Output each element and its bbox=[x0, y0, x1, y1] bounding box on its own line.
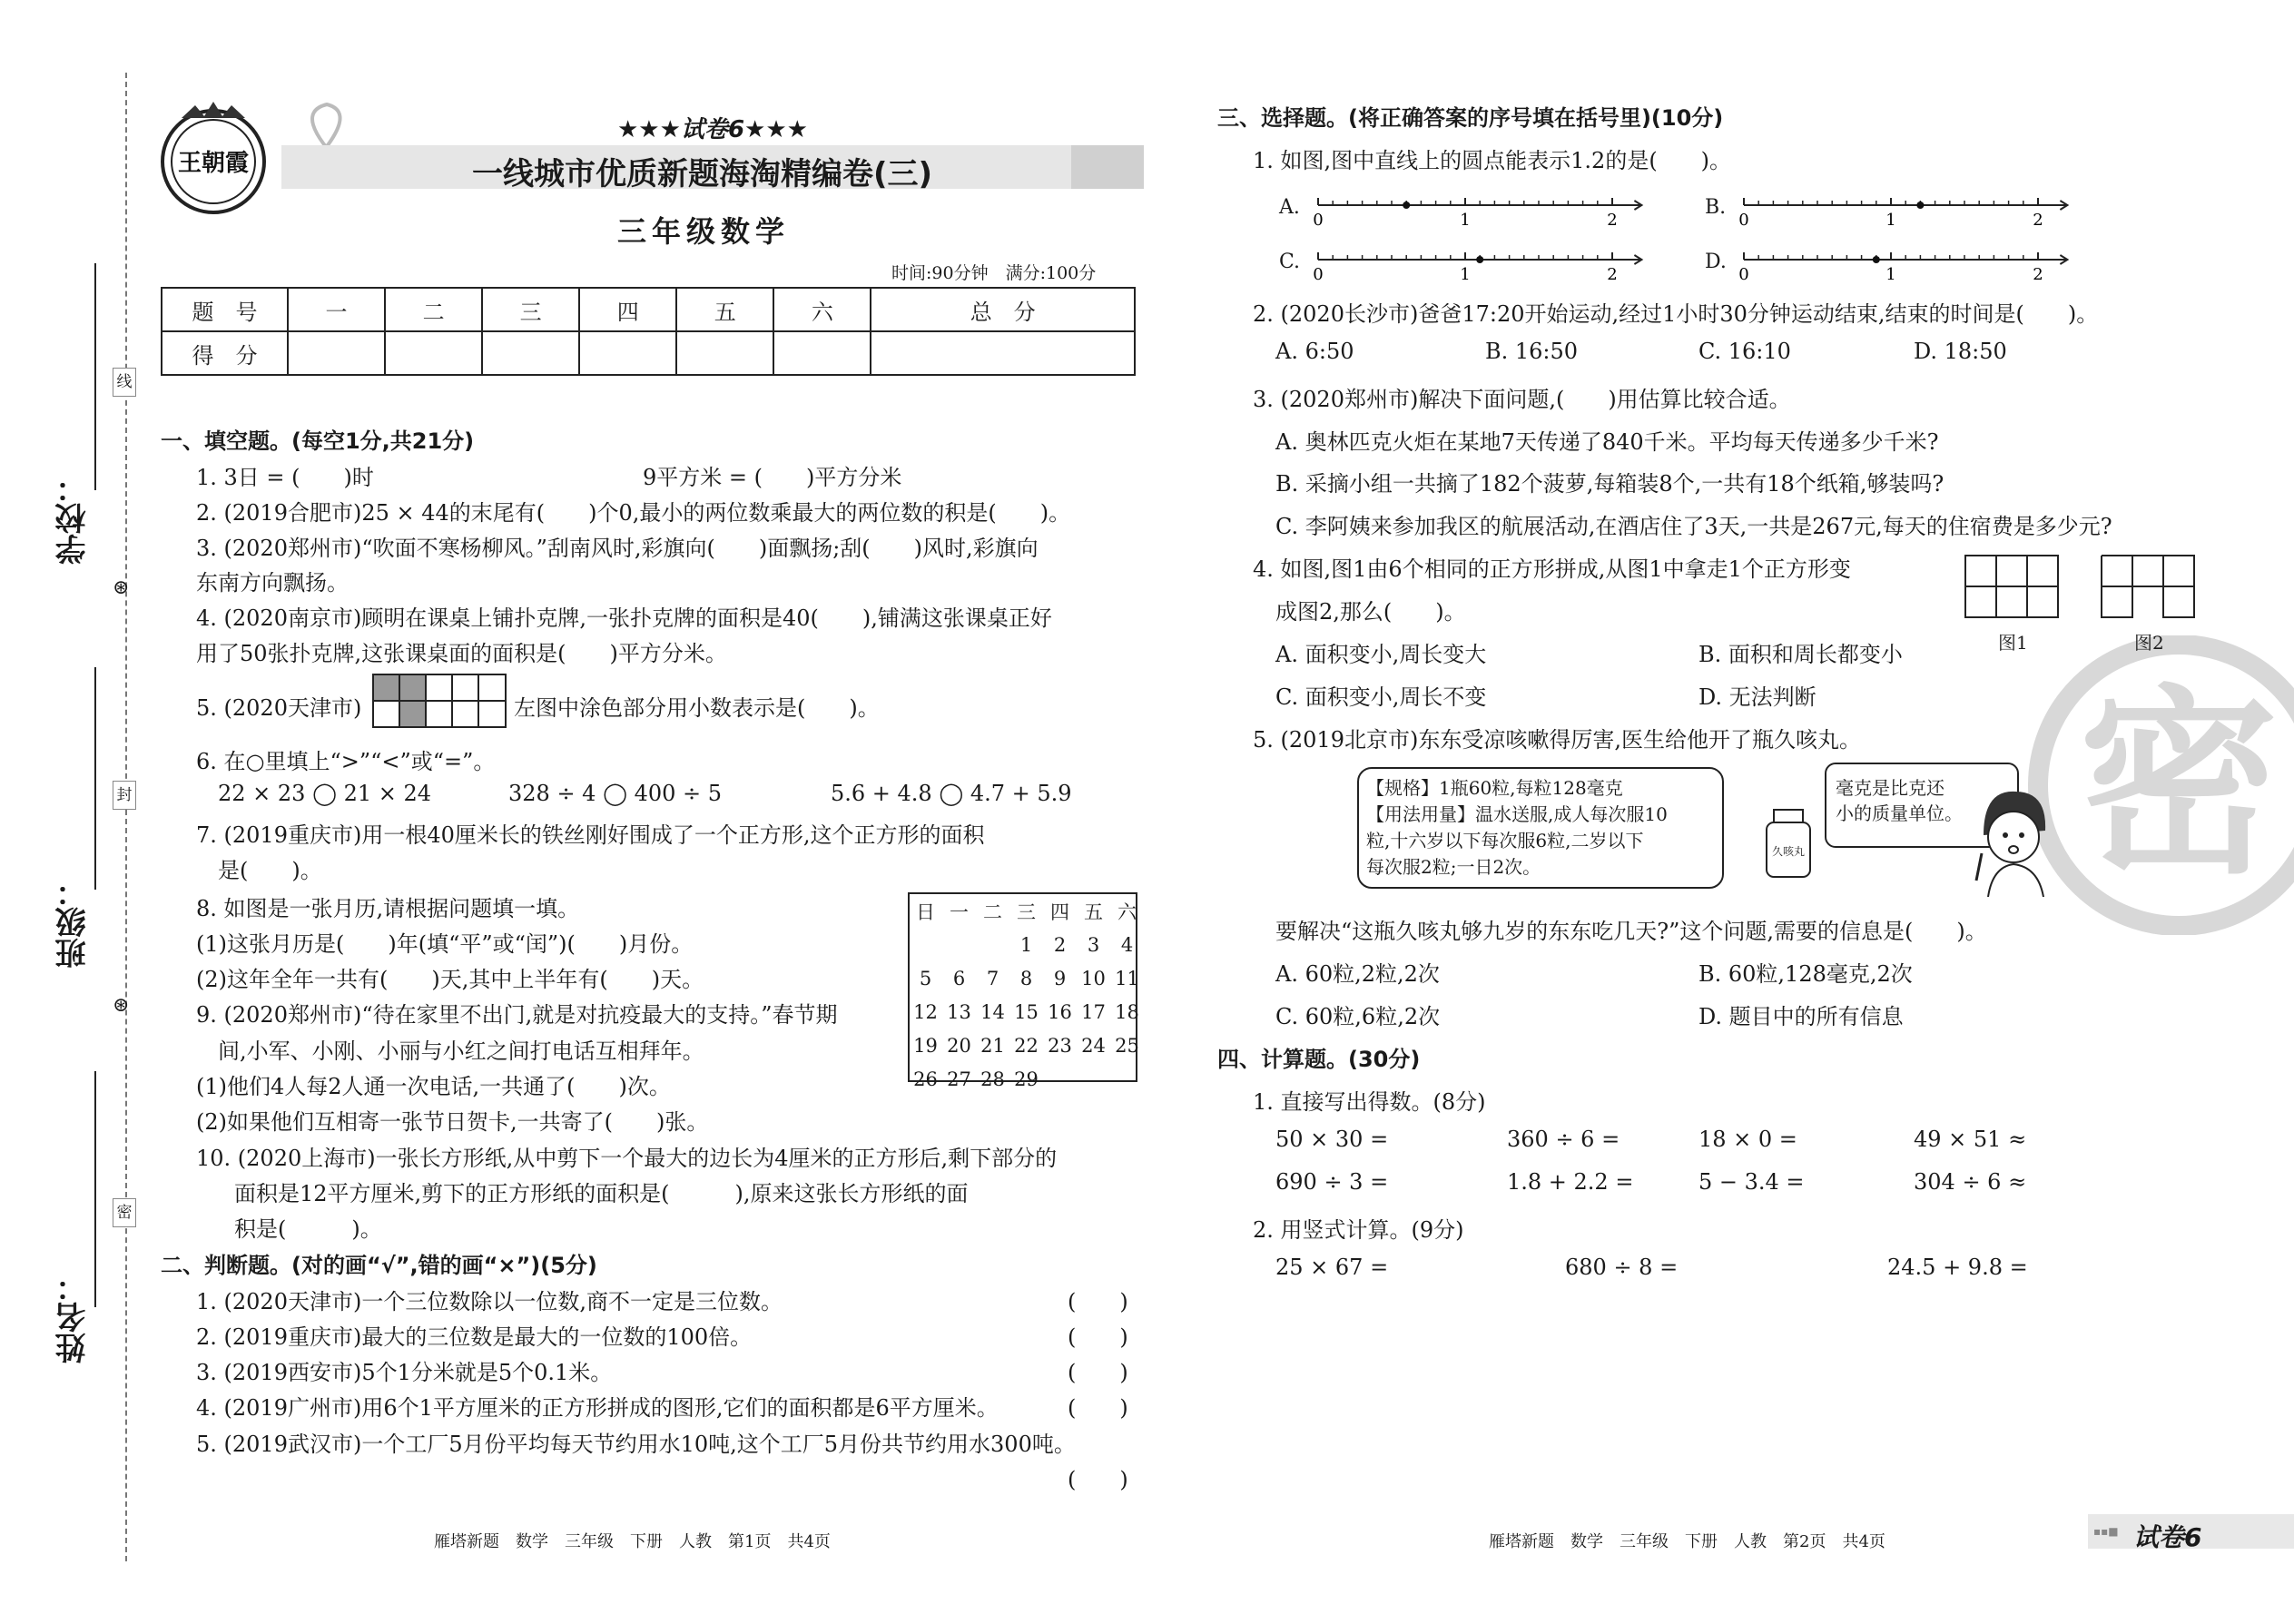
calendar-day bbox=[1043, 1062, 1077, 1096]
part3-heading: 三、选择题。(将正确答案的序号填在括号里)(10分) bbox=[1217, 105, 1724, 131]
watermark-text: 密 bbox=[2078, 668, 2279, 901]
calendar-day: 22 bbox=[1014, 1034, 1039, 1057]
p1-q1a: 1. 3日 = ( )时 bbox=[196, 465, 374, 490]
publisher-logo bbox=[154, 98, 272, 216]
score-header-cell: 五 bbox=[676, 288, 773, 331]
number-line-tick-label: 0 bbox=[1313, 265, 1324, 284]
p1-q6c: 5.6 + 4.8 ◯ 4.7 + 5.9 bbox=[831, 781, 1072, 806]
series-badge: ★★★试卷6★★★ bbox=[617, 116, 808, 143]
p2-answer-paren[interactable]: ( ) bbox=[1068, 1467, 1128, 1492]
score-row-label: 得 分 bbox=[162, 331, 288, 375]
score-header-cell: 四 bbox=[579, 288, 676, 331]
binding-hole-icon: ⊛ bbox=[113, 994, 130, 1017]
figure-1-grid bbox=[1964, 554, 2063, 622]
number-line-tick-label: 1 bbox=[1885, 211, 1896, 230]
p4-vertical-calc: 25 × 67 = bbox=[1275, 1255, 1389, 1280]
calendar-day: 23 bbox=[1048, 1034, 1072, 1057]
school-label: 学校： bbox=[55, 472, 92, 565]
number-line-label: C. bbox=[1279, 251, 1301, 273]
calendar-day: 27 bbox=[947, 1068, 971, 1090]
calendar-day: 4 bbox=[1120, 933, 1134, 956]
p3-q2-option: A. 6:50 bbox=[1275, 339, 1354, 364]
calendar-day: 28 bbox=[980, 1068, 1005, 1090]
number-line-point bbox=[1403, 202, 1410, 209]
calendar-day: 2 bbox=[1053, 933, 1067, 956]
p1-q8a: (1)这张月历是( )年(填“平”或“闰”)( )月份。 bbox=[196, 931, 694, 957]
p1-q7b: 是( )。 bbox=[218, 858, 322, 883]
p3-q4b: 成图2,那么( )。 bbox=[1275, 599, 1466, 625]
p1-q6b: 328 ÷ 4 ◯ 400 ÷ 5 bbox=[508, 781, 723, 806]
p2-item: 1. (2020天津市)一个三位数除以一位数,商不一定是三位数。 bbox=[196, 1289, 783, 1314]
p1-q8b: (2)这年全年一共有( )天,其中上半年有( )天。 bbox=[196, 967, 704, 992]
p3-q4a: 4. 如图,图1由6个相同的正方形拼成,从图1中拿走1个正方形变 bbox=[1253, 556, 1851, 582]
number-line-tick-label: 0 bbox=[1738, 211, 1749, 230]
p1-q9a: 9. (2020郑州市)“待在家里不出门,就是对抗疫最大的支持。”春节期 bbox=[196, 1002, 838, 1028]
calendar-weekday: 一 bbox=[950, 901, 969, 923]
part1-heading: 一、填空题。(每空1分,共21分) bbox=[161, 428, 475, 454]
figure-2-label: 图2 bbox=[2134, 632, 2164, 654]
p1-q1b: 9平方米 = ( )平方分米 bbox=[643, 465, 902, 490]
calendar-weekday: 二 bbox=[983, 901, 1002, 923]
score-cell[interactable] bbox=[676, 331, 773, 375]
number-line-tick-label: 1 bbox=[1885, 265, 1896, 284]
p3-q1: 1. 如图,图中直线上的圆点能表示1.2的是( )。 bbox=[1253, 148, 1732, 173]
number-line-point bbox=[1476, 256, 1483, 263]
number-line-tick-label: 2 bbox=[2033, 265, 2043, 284]
p1-q9b: 间,小军、小刚、小丽与小红之间打电话互相拜年。 bbox=[218, 1038, 704, 1064]
calendar-day: 8 bbox=[1019, 967, 1033, 989]
cut-line bbox=[125, 73, 127, 1561]
score-header-cell: 二 bbox=[385, 288, 482, 331]
p3-q5: 5. (2019北京市)东东受凉咳嗽得厉害,医生给他开了瓶久咳丸。 bbox=[1253, 727, 1861, 753]
p1-q10b: 面积是12平方厘米,剪下的正方形纸的面积是( ),原来这张长方形纸的面 bbox=[234, 1181, 969, 1206]
part4-heading: 四、计算题。(30分) bbox=[1217, 1047, 1421, 1072]
score-cell[interactable] bbox=[385, 331, 482, 375]
footer-right: 雁塔新题 数学 三年级 下册 人教 第2页 共4页 bbox=[1489, 1532, 1885, 1551]
p3-q3-option: C. 李阿姨来参加我区的航展活动,在酒店住了3天,一共是267元,每天的住宿费是多少元? bbox=[1275, 514, 2112, 539]
number-line-tick-label: 0 bbox=[1313, 211, 1324, 230]
calendar-day: 24 bbox=[1081, 1034, 1106, 1057]
calendar-weekday: 四 bbox=[1050, 901, 1069, 923]
exam-title: 三年级数学 bbox=[617, 214, 791, 249]
score-cell[interactable] bbox=[579, 331, 676, 375]
calendar-day: 10 bbox=[1081, 967, 1106, 989]
p3-q2-option: B. 16:50 bbox=[1485, 339, 1579, 364]
p3-q3: 3. (2020郑州市)解决下面问题,( )用估算比较合适。 bbox=[1253, 387, 1791, 412]
medicine-spec: 【规格】1瓶60粒,每粒128毫克 bbox=[1366, 777, 1623, 799]
calendar-day: 5 bbox=[919, 967, 932, 989]
p3-q4-option: B. 面积和周长都变小 bbox=[1698, 642, 1903, 667]
calendar-day: 14 bbox=[980, 1000, 1005, 1023]
p3-q3-option: A. 奥林匹克火炬在某地7天传递了840千米。平均每天传递多少千米? bbox=[1275, 429, 1939, 455]
p4-calc: 690 ÷ 3 = bbox=[1275, 1169, 1389, 1195]
calendar-day: 19 bbox=[913, 1034, 938, 1057]
p1-q3b: 东南方向飘扬。 bbox=[196, 570, 349, 595]
bubble-text-2: 小的质量单位。 bbox=[1836, 802, 1963, 824]
calendar-day: 12 bbox=[913, 1000, 938, 1023]
p1-q4b: 用了50张扑克牌,这张课桌面的面积是( )平方分米。 bbox=[196, 641, 727, 666]
score-header-cell: 三 bbox=[482, 288, 579, 331]
number-line-tick-label: 1 bbox=[1460, 211, 1471, 230]
p2-item: 4. (2019广州市)用6个1平方厘米的正方形拼成的图形,它们的面积都是6平方厘米。 bbox=[196, 1395, 999, 1421]
figure-2-grid bbox=[2100, 554, 2200, 622]
bottle-label: 久咳丸 bbox=[1771, 845, 1806, 858]
cut-mark-xian: 线 bbox=[113, 368, 136, 397]
name-label: 姓名： bbox=[55, 1271, 92, 1363]
calendar-day bbox=[976, 928, 1009, 961]
number-line-svg bbox=[1705, 247, 2086, 292]
score-cell[interactable] bbox=[482, 331, 579, 375]
p4-calc: 49 × 51 ≈ bbox=[1914, 1127, 2027, 1152]
p2-answer-paren[interactable]: ( ) bbox=[1068, 1395, 1128, 1421]
p4-calc: 50 × 30 = bbox=[1275, 1127, 1389, 1152]
calendar-day: 6 bbox=[952, 967, 966, 989]
time-score-info: 时间:90分钟 满分:100分 bbox=[891, 263, 1097, 283]
score-header-cell: 总 分 bbox=[871, 288, 1135, 331]
p3-q2-option: D. 18:50 bbox=[1914, 339, 2007, 364]
shaded-grid-figure bbox=[372, 674, 508, 730]
p1-q5a: 5. (2020天津市) bbox=[196, 695, 362, 721]
p3-q5b: 要解决“这瓶久咳丸够九岁的东东吃几天?”这个问题,需要的信息是( )。 bbox=[1275, 919, 1987, 944]
p1-q9c: (1)他们4人每2人通一次电话,一共通了( )次。 bbox=[196, 1074, 671, 1099]
number-line-label: B. bbox=[1705, 196, 1727, 219]
footer-tag: 试卷6 bbox=[2133, 1522, 2202, 1552]
p2-item: 3. (2019西安市)5个1分米就是5个0.1米。 bbox=[196, 1360, 613, 1385]
number-line-tick-label: 2 bbox=[1607, 211, 1618, 230]
number-line-tick-label: 1 bbox=[1460, 265, 1471, 284]
p4-vertical-calc: 24.5 + 9.8 = bbox=[1887, 1255, 2028, 1280]
calendar-day bbox=[942, 928, 976, 961]
number-line-tick-label: 2 bbox=[2033, 211, 2043, 230]
figure-1-label: 图1 bbox=[1998, 632, 2028, 654]
calendar-day: 15 bbox=[1014, 1000, 1039, 1023]
p1-q2: 2. (2019合肥市)25 × 44的末尾有( )个0,最小的两位数乘最大的两位数的积是( )。 bbox=[196, 500, 1071, 526]
footer-left: 雁塔新题 数学 三年级 下册 人教 第1页 共4页 bbox=[434, 1532, 831, 1551]
calendar-day bbox=[1110, 1062, 1144, 1096]
score-header-cell: 六 bbox=[773, 288, 871, 331]
p4-calc: 1.8 + 2.2 = bbox=[1507, 1169, 1634, 1195]
p3-q4-option: A. 面积变小,周长变大 bbox=[1275, 642, 1487, 667]
bubble-text-1: 毫克是比克还 bbox=[1836, 777, 1944, 799]
number-line-label: A. bbox=[1279, 196, 1300, 219]
number-line-tick-label: 2 bbox=[1607, 265, 1618, 284]
score-cell[interactable] bbox=[871, 331, 1135, 375]
p4-calc: 5 − 3.4 = bbox=[1698, 1169, 1805, 1195]
calendar-day: 11 bbox=[1115, 967, 1139, 989]
calendar-day bbox=[909, 928, 942, 961]
p1-q6: 6. 在○里填上“>”“<”或“=”。 bbox=[196, 749, 496, 774]
p3-q5-option: C. 60粒,6粒,2次 bbox=[1275, 1004, 1441, 1029]
p3-q2: 2. (2020长沙市)爸爸17:20开始运动,经过1小时30分钟运动结束,结束的时间是( )。 bbox=[1253, 301, 2099, 327]
medicine-usage-2: 粒,十六岁以下每次服6粒,二岁以下 bbox=[1366, 830, 1644, 851]
calendar-weekday: 六 bbox=[1117, 901, 1137, 923]
calendar-day: 1 bbox=[1019, 933, 1033, 956]
class-label: 班级： bbox=[55, 876, 92, 969]
p1-q9d: (2)如果他们互相寄一张节日贺卡,一共寄了( )张。 bbox=[196, 1109, 709, 1135]
p1-q7a: 7. (2019重庆市)用一根40厘米长的铁丝刚好围成了一个正方形,这个正方形的面积 bbox=[196, 822, 985, 848]
p4-calc: 360 ÷ 6 = bbox=[1507, 1127, 1620, 1152]
medicine-usage-3: 每次服2粒;一日2次。 bbox=[1366, 856, 1541, 878]
score-cell[interactable] bbox=[288, 331, 385, 375]
medicine-bottle-icon bbox=[1761, 808, 1816, 881]
svg-text:王朝霞: 王朝霞 bbox=[177, 150, 250, 177]
calendar-weekday: 五 bbox=[1084, 901, 1103, 923]
number-line-svg bbox=[1279, 192, 1660, 238]
p4-calc: 304 ÷ 6 ≈ bbox=[1914, 1169, 2027, 1195]
calendar-day: 17 bbox=[1081, 1000, 1106, 1023]
p1-q10c: 积是( )。 bbox=[234, 1216, 382, 1242]
number-line-svg bbox=[1705, 192, 2086, 238]
calendar-day: 16 bbox=[1048, 1000, 1072, 1023]
p2-answer-paren[interactable]: ( ) bbox=[1068, 1289, 1128, 1314]
p2-item: 2. (2019重庆市)最大的三位数是最大的一位数的100倍。 bbox=[196, 1324, 753, 1350]
p1-q5b: 左图中涂色部分用小数表示是( )。 bbox=[514, 695, 880, 721]
number-line-svg bbox=[1279, 247, 1660, 292]
school-line bbox=[94, 263, 96, 490]
calendar-day: 9 bbox=[1053, 967, 1067, 989]
p4-q1: 1. 直接写出得数。(8分) bbox=[1253, 1089, 1486, 1115]
p1-q4a: 4. (2020南京市)顾明在课桌上铺扑克牌,一张扑克牌的面积是40( ),铺满这张课桌正好 bbox=[196, 605, 1052, 631]
number-line-tick-label: 0 bbox=[1738, 265, 1749, 284]
p1-q3a: 3. (2020郑州市)“吹面不寒杨柳风。”刮南风时,彩旗向( )面飘扬;刮( )风时,彩旗向 bbox=[196, 536, 1039, 561]
number-line-label: D. bbox=[1705, 251, 1727, 273]
p3-q4-option: D. 无法判断 bbox=[1698, 684, 1816, 710]
p4-vertical-calc: 680 ÷ 8 = bbox=[1565, 1255, 1679, 1280]
p1-q6a: 22 × 23 ◯ 21 × 24 bbox=[218, 781, 432, 806]
p3-q5-option: B. 60粒,128毫克,2次 bbox=[1698, 961, 1913, 987]
number-line-point bbox=[1916, 202, 1924, 209]
p2-answer-paren[interactable]: ( ) bbox=[1068, 1324, 1128, 1350]
p4-q2: 2. 用竖式计算。(9分) bbox=[1253, 1217, 1464, 1243]
binding-hole-icon: ⊛ bbox=[113, 576, 130, 599]
medicine-usage: 【用法用量】温水送服,成人每次服10 bbox=[1366, 803, 1668, 825]
part2-heading: 二、判断题。(对的画“√”,错的画“×”)(5分) bbox=[161, 1253, 597, 1278]
score-cell[interactable] bbox=[773, 331, 871, 375]
calendar-day: 3 bbox=[1087, 933, 1100, 956]
p3-q4-option: C. 面积变小,周长不变 bbox=[1275, 684, 1487, 710]
p3-q5-option: A. 60粒,2粒,2次 bbox=[1275, 961, 1440, 987]
p2-item: 5. (2019武汉市)一个工厂5月份平均每天节约用水10吨,这个工厂5月份共节约用水300吨。 bbox=[196, 1432, 1076, 1457]
class-line bbox=[94, 667, 96, 890]
calendar-weekday: 日 bbox=[916, 901, 935, 923]
calendar-day: 21 bbox=[980, 1034, 1005, 1057]
calendar-day: 13 bbox=[947, 1000, 971, 1023]
calendar-weekday: 三 bbox=[1017, 901, 1036, 923]
score-header-cell: 一 bbox=[288, 288, 385, 331]
cut-mark-mi: 密 bbox=[113, 1198, 136, 1227]
p3-q3-option: B. 采摘小组一共摘了182个菠萝,每箱装8个,一共有18个纸箱,够装吗? bbox=[1275, 471, 1944, 497]
score-header-cell: 题 号 bbox=[162, 288, 288, 331]
calendar-day: 26 bbox=[913, 1068, 938, 1090]
score-table bbox=[161, 287, 1136, 376]
p1-q8: 8. 如图是一张月历,请根据问题填一填。 bbox=[196, 896, 580, 921]
p1-q10a: 10. (2020上海市)一张长方形纸,从中剪下一个最大的边长为4厘米的正方形后,剩下部分的 bbox=[196, 1146, 1058, 1171]
number-line-point bbox=[1873, 256, 1880, 263]
calendar-day: 7 bbox=[986, 967, 999, 989]
cut-mark-feng: 封 bbox=[113, 781, 136, 810]
calendar-day: 18 bbox=[1115, 1000, 1139, 1023]
p3-q5-option: D. 题目中的所有信息 bbox=[1698, 1004, 1904, 1029]
calendar-day bbox=[1077, 1062, 1110, 1096]
p4-calc: 18 × 0 = bbox=[1698, 1127, 1797, 1152]
calendar-day: 29 bbox=[1014, 1068, 1039, 1090]
p2-answer-paren[interactable]: ( ) bbox=[1068, 1360, 1128, 1385]
calendar-day: 25 bbox=[1115, 1034, 1139, 1057]
calendar-table bbox=[909, 894, 1144, 1096]
calendar-day: 20 bbox=[947, 1034, 971, 1057]
exam-subtitle: 一线城市优质新题海淘精编卷(三) bbox=[472, 156, 933, 192]
p3-q2-option: C. 16:10 bbox=[1698, 339, 1791, 364]
boy-illustration-icon bbox=[1956, 781, 2065, 899]
footer-dots-icon: ▪▪■ bbox=[2093, 1525, 2119, 1538]
